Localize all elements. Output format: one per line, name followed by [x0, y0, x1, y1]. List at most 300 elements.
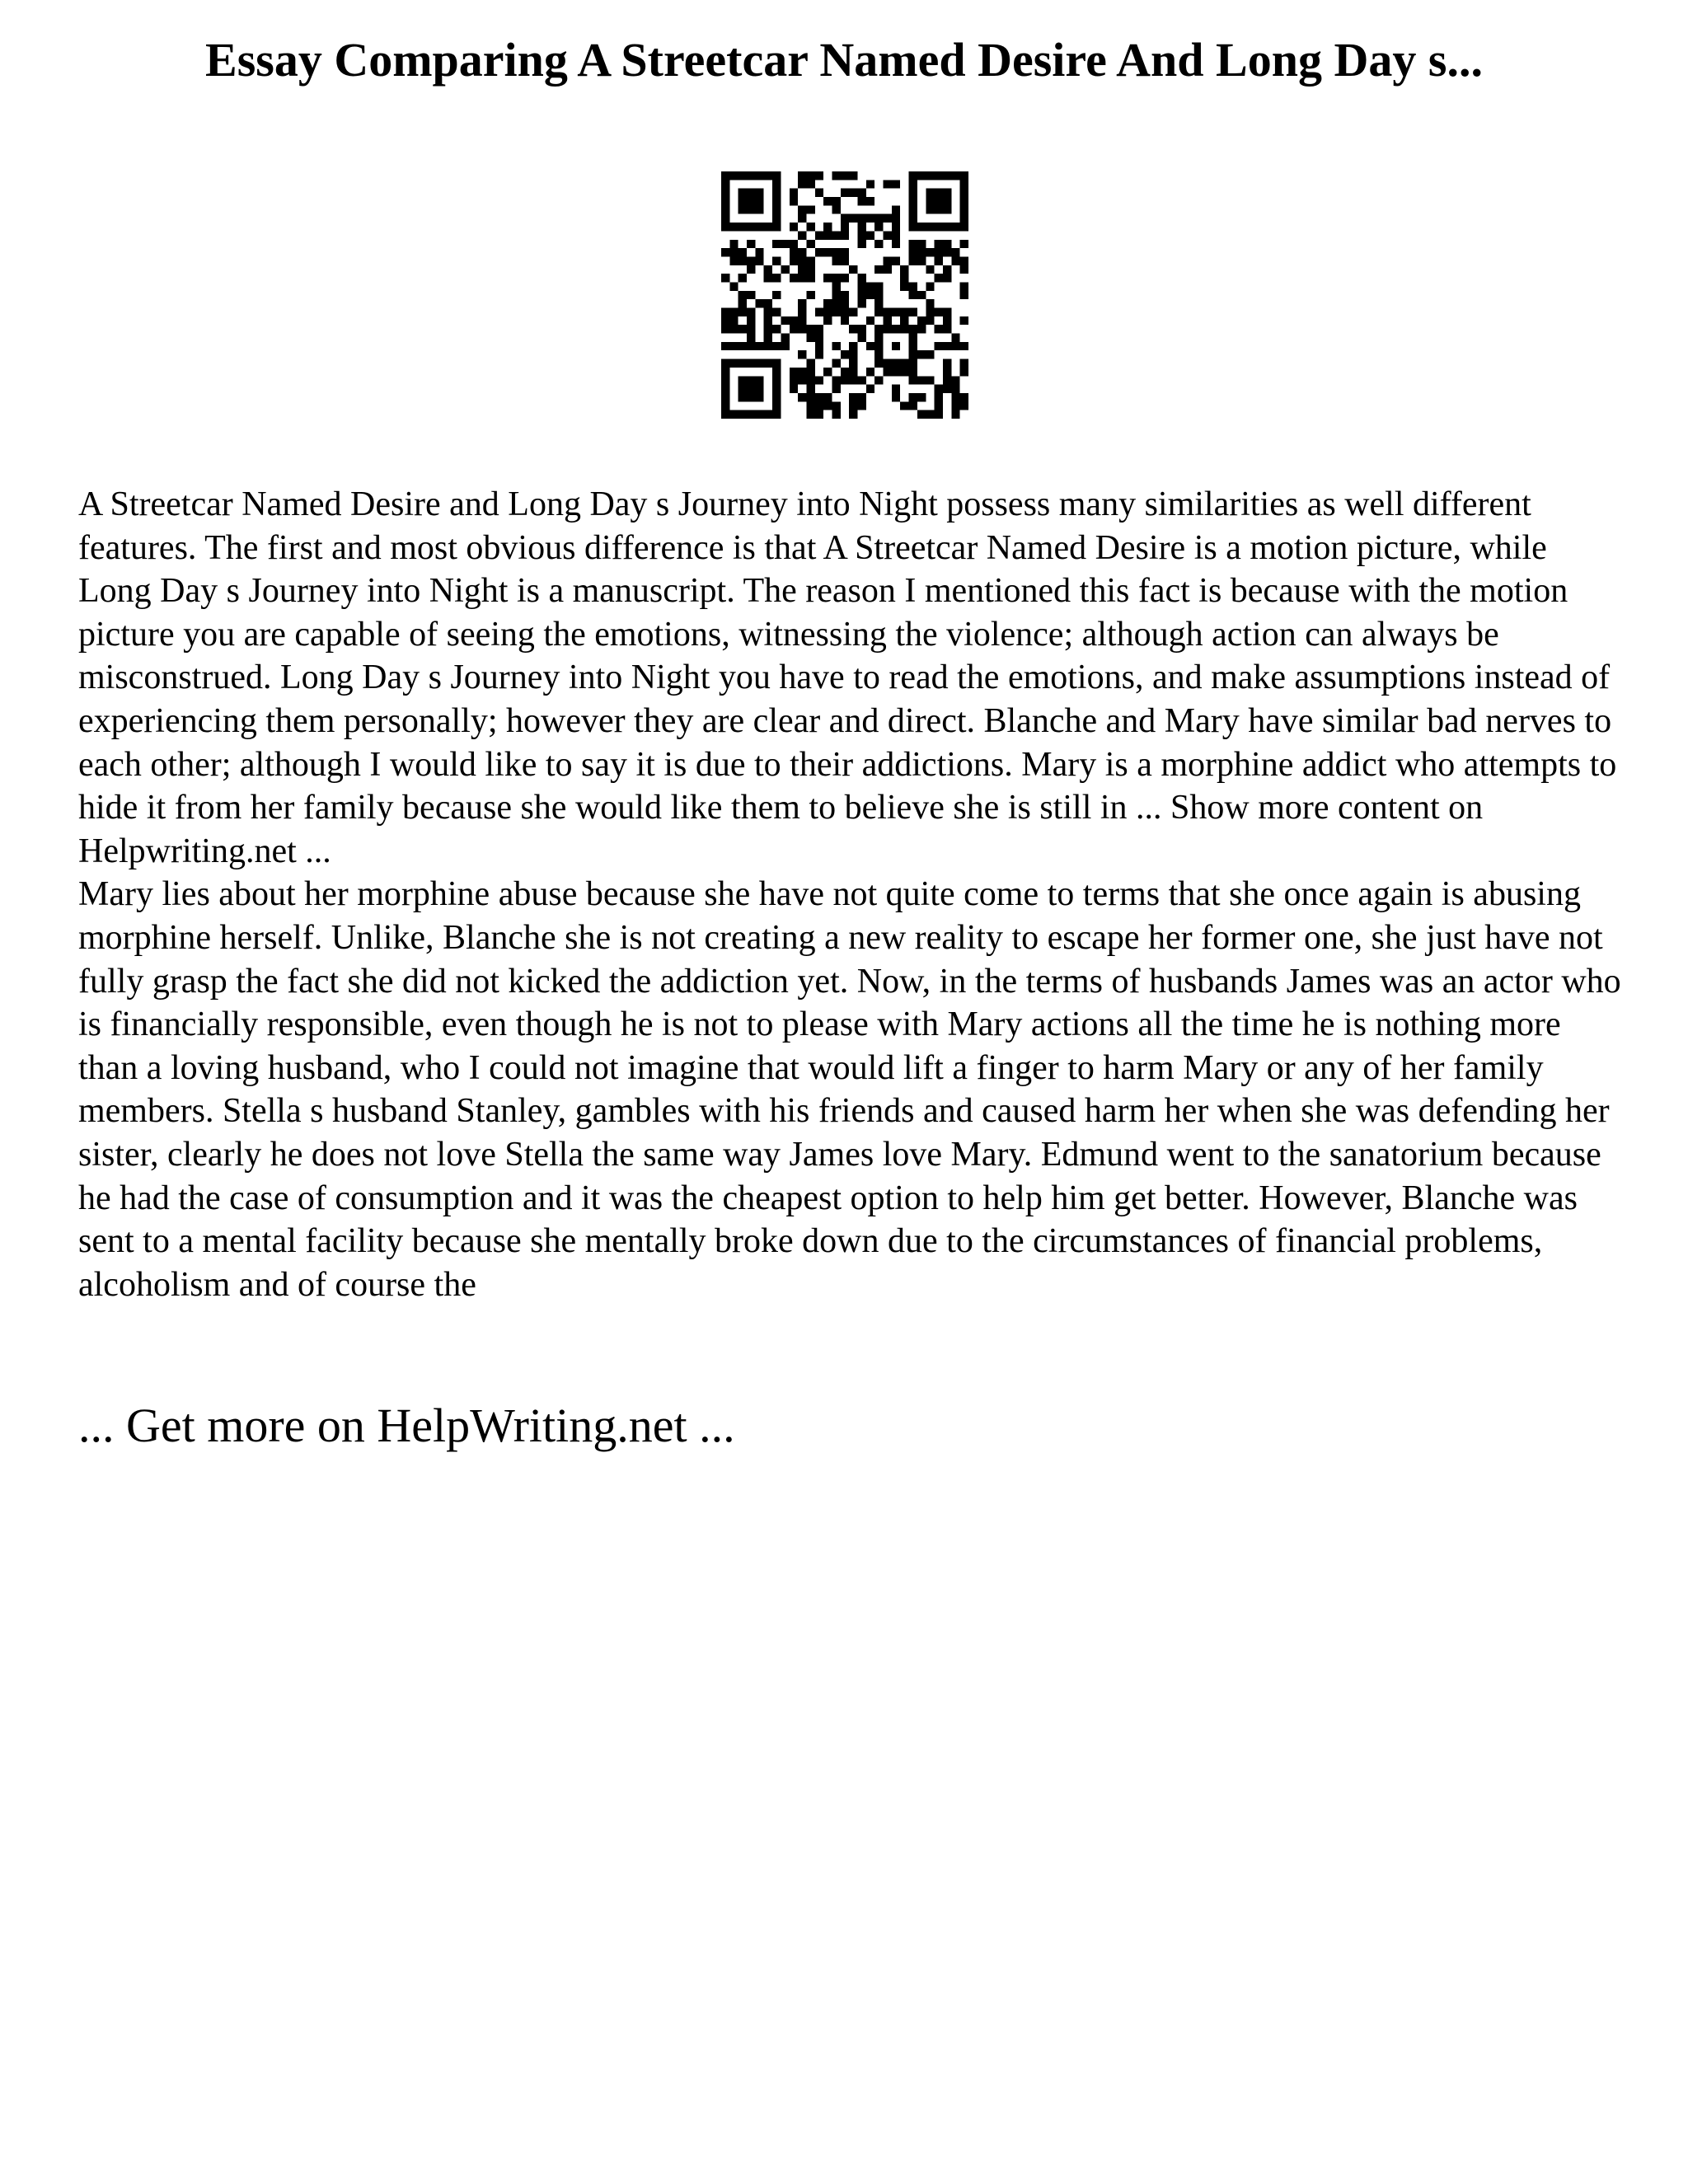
- qr-module: [806, 205, 814, 213]
- qr-module: [926, 316, 934, 325]
- qr-module: [935, 385, 943, 393]
- qr-module: [841, 368, 849, 376]
- qr-module: [790, 256, 798, 265]
- qr-module: [926, 308, 934, 316]
- qr-module: [917, 240, 926, 248]
- qr-module: [815, 231, 823, 239]
- qr-module: [798, 231, 806, 239]
- qr-module: [841, 223, 849, 231]
- qr-module: [951, 248, 959, 256]
- qr-module: [806, 223, 814, 231]
- qr-module: [960, 291, 968, 299]
- qr-module: [892, 205, 900, 213]
- qr-module: [951, 393, 959, 401]
- qr-module: [960, 214, 968, 223]
- qr-module: [798, 180, 806, 188]
- qr-module: [729, 342, 738, 350]
- qr-module: [892, 325, 900, 333]
- qr-module: [900, 308, 908, 316]
- qr-module: [943, 274, 951, 282]
- qr-module: [951, 410, 959, 419]
- qr-module: [772, 197, 781, 205]
- qr-module: [935, 223, 943, 231]
- qr-module: [858, 291, 866, 299]
- qr-module: [866, 385, 874, 393]
- qr-module: [755, 205, 763, 213]
- qr-module: [926, 265, 934, 274]
- qr-module: [866, 231, 874, 239]
- qr-module: [790, 240, 798, 248]
- qr-module: [858, 334, 866, 342]
- qr-module: [823, 248, 832, 256]
- qr-module: [926, 299, 934, 307]
- qr-module: [798, 248, 806, 256]
- essay-paragraph: A Streetcar Named Desire and Long Day s Journey into Night possess many similarities as well different features. The first and most obvious difference is that A Streetcar Named Desire is a motion picture, while Long Day s Journey into Night is a manuscript. The reason I mentioned this fact is because with the motion picture you are capable of seeing the emotions, witnessing the violence; although action can always be misconstrued. Long Day s Journey into Night you have to read the emotions, and make assumptions instead of experiencing them personally; however they are clear and direct. Blanche and Mary have similar bad nerves to each other; although I would like to say it is due to their addictions. Mary is a morphine addict who attempts to hide it from her family because she would like them to believe she is still in ... Show more content on Helpwriting.net ...: [78, 485, 1617, 870]
- qr-module: [798, 205, 806, 213]
- qr-module: [849, 410, 857, 419]
- qr-module: [764, 325, 772, 333]
- qr-module: [823, 274, 832, 282]
- qr-module: [926, 248, 934, 256]
- qr-module: [917, 325, 926, 333]
- qr-module: [909, 248, 917, 256]
- qr-module: [823, 223, 832, 231]
- qr-module: [832, 385, 840, 393]
- qr-module: [960, 256, 968, 265]
- qr-module: [764, 299, 772, 307]
- qr-module: [823, 316, 832, 325]
- qr-module: [798, 274, 806, 282]
- qr-module: [738, 299, 747, 307]
- qr-module: [951, 401, 959, 410]
- qr-module: [892, 256, 900, 265]
- qr-module: [892, 359, 900, 368]
- qr-module: [772, 223, 781, 231]
- essay-paragraph: Mary lies about her morphine abuse because she have not quite come to terms that she once again is abusing morphine herself. Unlike, Blanche she is not creating a new reality to escape her former one, she just have not fully grasp the fact she did not kicked the addiction yet. Now, in the terms of husbands James was an actor who is financially responsible, even though he is not to please with Mary actions all the time he is nothing more than a loving husband, who I could not imagine that would lift a finger to harm Mary or any of her family members. Stella s husband Stanley, gambles with his friends and caused harm her when she was defending her sister, clearly he does not love Stella the same way James love Mary. Edmund went to the sanatorium because he had the case of consumption and it was the cheapest option to help him get better. However, Blanche was sent to a mental facility because she mentally broke down due to the circumstances of financial problems, alcoholism and of course the: [78, 875, 1621, 1304]
- qr-module: [909, 240, 917, 248]
- qr-module: [858, 214, 866, 223]
- qr-module: [917, 376, 926, 384]
- qr-module: [806, 274, 814, 282]
- qr-module: [874, 325, 883, 333]
- qr-module: [943, 171, 951, 180]
- qr-module: [884, 231, 892, 239]
- qr-module: [721, 248, 729, 256]
- qr-module: [858, 401, 866, 410]
- qr-module: [747, 197, 755, 205]
- qr-module: [841, 189, 849, 197]
- qr-module: [781, 334, 789, 342]
- qr-module: [764, 308, 772, 316]
- qr-module: [747, 410, 755, 419]
- qr-module: [772, 180, 781, 188]
- qr-module: [917, 256, 926, 265]
- qr-module: [841, 376, 849, 384]
- qr-module: [772, 393, 781, 401]
- qr-module: [935, 189, 943, 197]
- qr-module: [858, 282, 866, 290]
- qr-module: [729, 171, 738, 180]
- qr-module: [815, 393, 823, 401]
- qr-module: [738, 197, 747, 205]
- qr-module: [747, 393, 755, 401]
- page-title: Essay Comparing A Streetcar Named Desire And Long Day s...: [205, 33, 1483, 87]
- qr-module: [806, 240, 814, 248]
- qr-module: [884, 359, 892, 368]
- qr-module: [790, 385, 798, 393]
- qr-module: [900, 265, 908, 274]
- qr-module: [960, 359, 968, 368]
- qr-module: [935, 248, 943, 256]
- qr-module: [798, 171, 806, 180]
- qr-module: [755, 342, 763, 350]
- qr-module: [823, 299, 832, 307]
- qr-module: [884, 368, 892, 376]
- qr-module: [738, 223, 747, 231]
- qr-module: [926, 282, 934, 290]
- qr-module: [935, 240, 943, 248]
- qr-module: [772, 368, 781, 376]
- qr-module: [874, 291, 883, 299]
- qr-module: [806, 265, 814, 274]
- qr-module: [832, 359, 840, 368]
- qr-module: [866, 342, 874, 350]
- qr-module: [935, 393, 943, 401]
- qr-module: [781, 240, 789, 248]
- qr-module: [729, 248, 738, 256]
- qr-module: [951, 223, 959, 231]
- qr-module: [951, 334, 959, 342]
- qr-module: [747, 359, 755, 368]
- qr-module: [747, 205, 755, 213]
- qr-module: [790, 325, 798, 333]
- qr-module: [909, 359, 917, 368]
- qr-module: [747, 385, 755, 393]
- qr-module: [960, 240, 968, 248]
- qr-module: [909, 368, 917, 376]
- qr-module: [849, 342, 857, 350]
- qr-module: [798, 316, 806, 325]
- qr-module: [935, 410, 943, 419]
- qr-module: [909, 282, 917, 290]
- qr-module: [806, 376, 814, 384]
- qr-module: [943, 342, 951, 350]
- qr-module: [874, 334, 883, 342]
- qr-module: [926, 189, 934, 197]
- qr-module: [960, 401, 968, 410]
- qr-module: [943, 359, 951, 368]
- qr-module: [738, 342, 747, 350]
- qr-module: [917, 393, 926, 401]
- qr-module: [806, 291, 814, 299]
- qr-module: [884, 308, 892, 316]
- qr-module: [721, 325, 729, 333]
- qr-module: [909, 401, 917, 410]
- qr-module: [721, 393, 729, 401]
- qr-module: [815, 189, 823, 197]
- qr-module: [943, 316, 951, 325]
- qr-module: [866, 214, 874, 223]
- qr-module: [806, 401, 814, 410]
- qr-module: [747, 325, 755, 333]
- qr-module: [884, 256, 892, 265]
- qr-module: [874, 299, 883, 307]
- qr-module: [721, 316, 729, 325]
- qr-module: [841, 299, 849, 307]
- qr-module: [721, 368, 729, 376]
- qr-module: [900, 401, 908, 410]
- qr-module: [943, 240, 951, 248]
- qr-module: [884, 180, 892, 188]
- qr-module: [755, 410, 763, 419]
- qr-module: [764, 265, 772, 274]
- qr-module: [755, 189, 763, 197]
- qr-module: [960, 342, 968, 350]
- qr-module: [849, 359, 857, 368]
- qr-module: [798, 265, 806, 274]
- qr-module: [755, 359, 763, 368]
- qr-module: [892, 180, 900, 188]
- qr-module: [747, 291, 755, 299]
- qr-module: [755, 299, 763, 307]
- qr-module: [764, 171, 772, 180]
- qr-module: [764, 316, 772, 325]
- qr-module: [917, 248, 926, 256]
- qr-module: [951, 342, 959, 350]
- qr-module: [764, 342, 772, 350]
- qr-module: [926, 376, 934, 384]
- qr-module: [764, 274, 772, 282]
- qr-module: [832, 342, 840, 350]
- qr-module: [772, 189, 781, 197]
- qr-module: [909, 291, 917, 299]
- qr-module: [917, 316, 926, 325]
- qr-module: [892, 231, 900, 239]
- qr-module: [729, 223, 738, 231]
- qr-module: [806, 171, 814, 180]
- qr-module: [909, 256, 917, 265]
- qr-module: [798, 350, 806, 359]
- qr-module: [917, 171, 926, 180]
- qr-module: [806, 359, 814, 368]
- qr-module: [935, 325, 943, 333]
- qr-module: [806, 385, 814, 393]
- qr-module: [815, 171, 823, 180]
- qr-module: [874, 265, 883, 274]
- qr-module: [781, 316, 789, 325]
- qr-module: [798, 308, 806, 316]
- qr-module: [858, 393, 866, 401]
- qr-module: [943, 223, 951, 231]
- qr-module: [823, 401, 832, 410]
- qr-module: [892, 342, 900, 350]
- qr-module: [874, 376, 883, 384]
- qr-module: [772, 240, 781, 248]
- qr-module: [884, 265, 892, 274]
- qr-module: [798, 376, 806, 384]
- qr-module: [892, 368, 900, 376]
- qr-module: [866, 291, 874, 299]
- qr-module: [738, 248, 747, 256]
- qr-module: [721, 274, 729, 282]
- qr-module: [772, 385, 781, 393]
- qr-module: [841, 256, 849, 265]
- qr-module: [747, 189, 755, 197]
- qr-module: [866, 197, 874, 205]
- qr-module: [909, 376, 917, 384]
- qr-module: [841, 248, 849, 256]
- qr-module: [755, 385, 763, 393]
- qr-module: [772, 325, 781, 333]
- qr-module: [764, 334, 772, 342]
- qr-module: [849, 265, 857, 274]
- qr-module: [841, 316, 849, 325]
- qr-module: [935, 171, 943, 180]
- qr-module: [738, 308, 747, 316]
- qr-module: [738, 189, 747, 197]
- qr-module: [951, 376, 959, 384]
- qr-module: [772, 410, 781, 419]
- qr-module: [721, 180, 729, 188]
- qr-module: [798, 368, 806, 376]
- qr-module: [935, 256, 943, 265]
- qr-module: [798, 325, 806, 333]
- qr-module: [874, 214, 883, 223]
- qr-module: [798, 256, 806, 265]
- qr-module: [849, 401, 857, 410]
- qr-module: [858, 240, 866, 248]
- qr-module: [884, 316, 892, 325]
- qr-module: [900, 325, 908, 333]
- qr-module: [858, 231, 866, 239]
- qr-module: [806, 325, 814, 333]
- qr-module: [729, 256, 738, 265]
- qr-module: [738, 171, 747, 180]
- qr-module: [951, 171, 959, 180]
- qr-module: [823, 368, 832, 376]
- qr-module: [858, 299, 866, 307]
- qr-module: [858, 197, 866, 205]
- qr-module: [943, 265, 951, 274]
- qr-module: [832, 256, 840, 265]
- qr-module: [900, 359, 908, 368]
- qr-module: [909, 393, 917, 401]
- qr-module: [866, 316, 874, 325]
- qr-module: [909, 214, 917, 223]
- qr-module: [747, 316, 755, 325]
- qr-module: [960, 197, 968, 205]
- qr-module: [815, 248, 823, 256]
- qr-module: [892, 393, 900, 401]
- qr-module: [909, 342, 917, 350]
- qr-module: [874, 282, 883, 290]
- qr-module: [738, 325, 747, 333]
- qr-module: [729, 316, 738, 325]
- qr-module: [874, 359, 883, 368]
- qr-module: [729, 359, 738, 368]
- qr-module: [772, 359, 781, 368]
- qr-module: [721, 197, 729, 205]
- qr-module: [909, 308, 917, 316]
- qr-module: [960, 265, 968, 274]
- qr-module: [926, 205, 934, 213]
- qr-module: [790, 197, 798, 205]
- qr-module: [738, 291, 747, 299]
- qr-module: [738, 393, 747, 401]
- qr-module: [943, 368, 951, 376]
- qr-module: [764, 410, 772, 419]
- qr-module: [926, 410, 934, 419]
- qr-module: [747, 308, 755, 316]
- qr-module: [738, 256, 747, 265]
- qr-module: [815, 342, 823, 350]
- qr-module: [935, 197, 943, 205]
- qr-module: [747, 256, 755, 265]
- qr-module: [721, 401, 729, 410]
- qr-module: [815, 410, 823, 419]
- qr-module: [892, 385, 900, 393]
- qr-module: [781, 342, 789, 350]
- qr-module: [943, 205, 951, 213]
- qr-module: [900, 316, 908, 325]
- qr-module: [755, 223, 763, 231]
- qr-module: [892, 214, 900, 223]
- qr-module: [849, 376, 857, 384]
- qr-module: [755, 248, 763, 256]
- qr-module: [909, 325, 917, 333]
- qr-module: [832, 410, 840, 419]
- qr-module: [960, 223, 968, 231]
- qr-module: [935, 205, 943, 213]
- qr-module: [849, 368, 857, 376]
- qr-module: [832, 274, 840, 282]
- qr-module: [823, 393, 832, 401]
- qr-module: [892, 223, 900, 231]
- qr-module: [960, 189, 968, 197]
- qr-module: [823, 197, 832, 205]
- qr-module: [772, 401, 781, 410]
- qr-module: [772, 256, 781, 265]
- qr-module: [874, 240, 883, 248]
- qr-module: [747, 342, 755, 350]
- qr-module: [960, 205, 968, 213]
- qr-module: [858, 376, 866, 384]
- qr-module: [909, 180, 917, 188]
- qr-module: [841, 231, 849, 239]
- qr-module: [858, 189, 866, 197]
- qr-module: [884, 214, 892, 223]
- qr-module: [849, 189, 857, 197]
- qr-module: [798, 299, 806, 307]
- qr-module: [738, 376, 747, 384]
- qr-module: [738, 205, 747, 213]
- get-more-link[interactable]: ... Get more on HelpWriting.net ...: [78, 1399, 735, 1452]
- qr-module: [806, 393, 814, 401]
- qr-module: [832, 401, 840, 410]
- qr-module: [909, 205, 917, 213]
- qr-module: [935, 308, 943, 316]
- qr-module: [755, 393, 763, 401]
- qr-module: [772, 205, 781, 213]
- qr-module: [926, 171, 934, 180]
- qr-module: [806, 256, 814, 265]
- qr-module: [935, 401, 943, 410]
- qr-module: [909, 171, 917, 180]
- qr-module: [926, 223, 934, 231]
- qr-module: [866, 282, 874, 290]
- qr-module: [721, 308, 729, 316]
- qr-module: [874, 308, 883, 316]
